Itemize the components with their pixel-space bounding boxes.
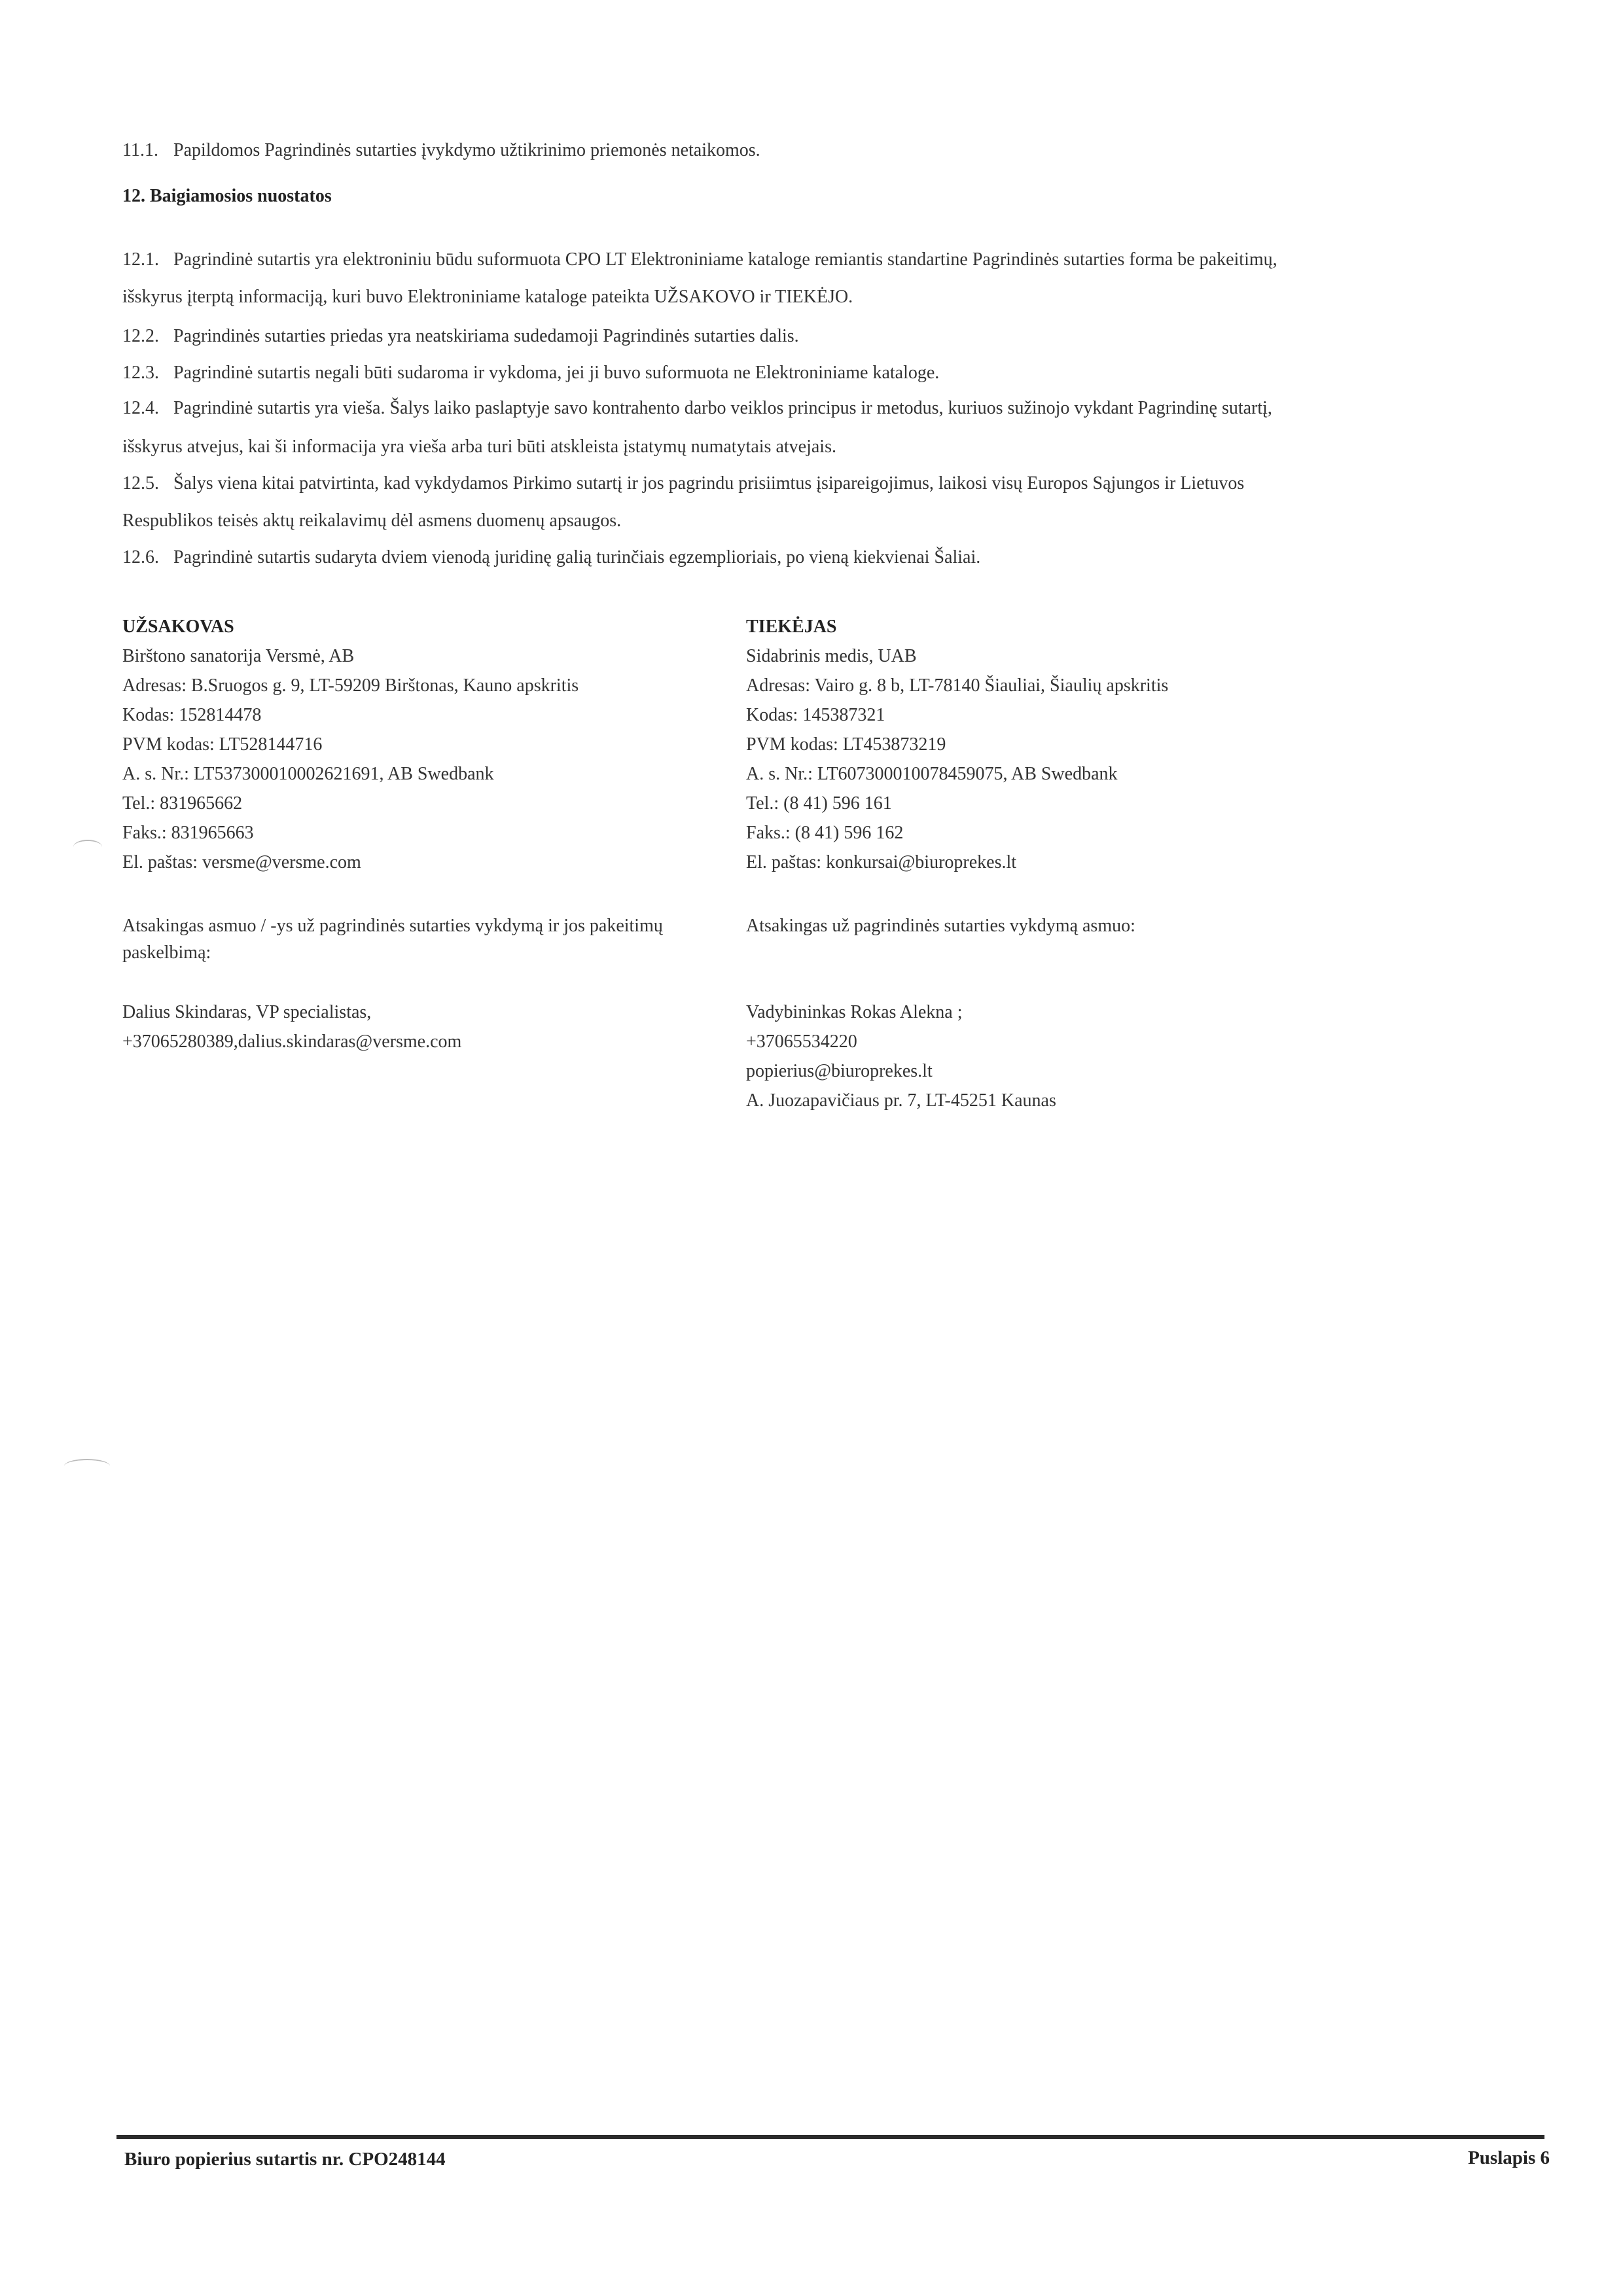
buyer-responsible [122,912,663,966]
clause-12-5-cont: Respublikos teisės aktų reikalavimų dėl asmens duomenų apsaugos. [122,511,622,531]
scan-mark [64,1459,110,1473]
buyer-phone: Tel.: 831965662 [122,793,243,814]
clause-number: 11.1. [122,140,158,160]
buyer-name: Birštono sanatorija Versmė, AB [122,646,355,666]
footer-rule [116,2135,1544,2139]
buyer-address: Adresas: B.Sruogos g. 9, LT-59209 Birštonas, Kauno apskritis [122,675,579,696]
buyer-email: El. paštas: versme@versme.com [122,852,361,872]
buyer-vat: PVM kodas: LT528144716 [122,734,323,755]
supplier-contact-address: A. Juozapavičiaus pr. 7, LT-45251 Kaunas [746,1090,1056,1111]
supplier-name: Sidabrinis medis, UAB [746,646,917,666]
clause-text: Pagrindinė sutartis sudaryta dviem vienodą juridinę galią turinčiais egzemplioriais, po vieną kiekvienai Šaliai. [173,547,981,567]
clause-number: 12.5. [122,473,159,493]
clause-text: Pagrindinės sutarties priedas yra neatskiriama sudedamoji Pagrindinės sutarties dalis. [173,326,799,346]
buyer-details [122,612,579,877]
supplier-header: TIEKĖJAS [746,617,837,637]
clause-text: Pagrindinė sutartis yra vieša. Šalys laiko paslaptyje savo kontrahento darbo veiklos principus ir metodus, kuriuos sužinojo vykdant Pagrindinę sutartį, [173,398,1272,418]
clause-12-1 [122,249,1277,271]
clause-12-5 [122,473,1244,495]
buyer-contact [122,997,461,1056]
supplier-email: El. paštas: konkursai@biuroprekes.lt [746,852,1017,872]
supplier-vat: PVM kodas: LT453873219 [746,734,946,755]
clause-12-2 [122,325,799,348]
scan-mark [73,840,102,854]
footer-document-title: Biuro popierius sutartis nr. CPO248144 [124,2149,446,2170]
clause-text: Papildomos Pagrindinės sutarties įvykdymo užtikrinimo priemonės netaikomos. [173,140,760,160]
buyer-contact-person: Dalius Skindaras, VP specialistas, [122,1002,372,1022]
supplier-details [746,612,1168,877]
supplier-responsible-label: Atsakingas už pagrindinės sutarties vykdymą asmuo: [746,916,1135,936]
clause-number: 12.3. [122,363,159,383]
buyer-account: A. s. Nr.: LT537300010002621691, AB Swedbank [122,764,494,784]
clause-number: 12.2. [122,326,159,346]
clause-text: Šalys viena kitai patvirtinta, kad vykdydamos Pirkimo sutartį ir jos pagrindu prisiimtus įsipareigojimus, laikosi visų Europos Sąjungos ir Lietuvos [173,473,1245,493]
clause-12-6 [122,547,980,569]
supplier-code: Kodas: 145387321 [746,705,885,725]
buyer-fax: Faks.: 831965663 [122,823,254,843]
supplier-contact [746,997,1056,1115]
buyer-header: UŽSAKOVAS [122,617,234,637]
supplier-fax: Faks.: (8 41) 596 162 [746,823,904,843]
clause-number: 12.1. [122,249,159,270]
supplier-contact-phone: +37065534220 [746,1031,857,1052]
supplier-responsible [746,912,1135,939]
supplier-contact-person: Vadybininkas Rokas Alekna ; [746,1002,963,1022]
footer-page-number: Puslapis 6 [1468,2147,1550,2168]
supplier-phone: Tel.: (8 41) 596 161 [746,793,892,814]
clause-number: 12.4. [122,398,159,418]
buyer-responsible-label: Atsakingas asmuo / -ys už pagrindinės sutarties vykdymą ir jos pakeitimų [122,916,663,936]
supplier-address: Adresas: Vairo g. 8 b, LT-78140 Šiauliai, Šiaulių apskritis [746,675,1169,696]
supplier-contact-email: popierius@biuroprekes.lt [746,1061,933,1081]
buyer-responsible-label-cont: paskelbimą: [122,942,211,963]
clause-12-1-cont: išskyrus įterptą informaciją, kuri buvo Elektroniniame kataloge pateikta UŽSAKOVO ir TIEKĖJO. [122,287,853,307]
clause-12-3 [122,362,939,384]
supplier-account: A. s. Nr.: LT607300010078459075, AB Swedbank [746,764,1118,784]
clause-12-4-cont: išskyrus atvejus, kai ši informacija yra vieša arba turi būti atskleista įstatymų numatytais atvejais. [122,437,836,457]
clause-number: 12.6. [122,547,159,567]
clause-text: Pagrindinė sutartis negali būti sudaroma ir vykdoma, jei ji buvo suformuota ne Elektroniniame kataloge. [173,363,940,383]
clause-text: Pagrindinė sutartis yra elektroniniu būdu suformuota CPO LT Elektroniniame kataloge remiantis standartine Pagrindinės sutarties forma be pakeitimų, [173,249,1277,270]
buyer-code: Kodas: 152814478 [122,705,262,725]
clause-12-4 [122,397,1272,420]
section-12-heading: 12. Baigiamosios nuostatos [122,186,332,206]
buyer-contact-info: +37065280389,dalius.skindaras@versme.com [122,1031,462,1052]
clause-11-1 [122,139,760,162]
